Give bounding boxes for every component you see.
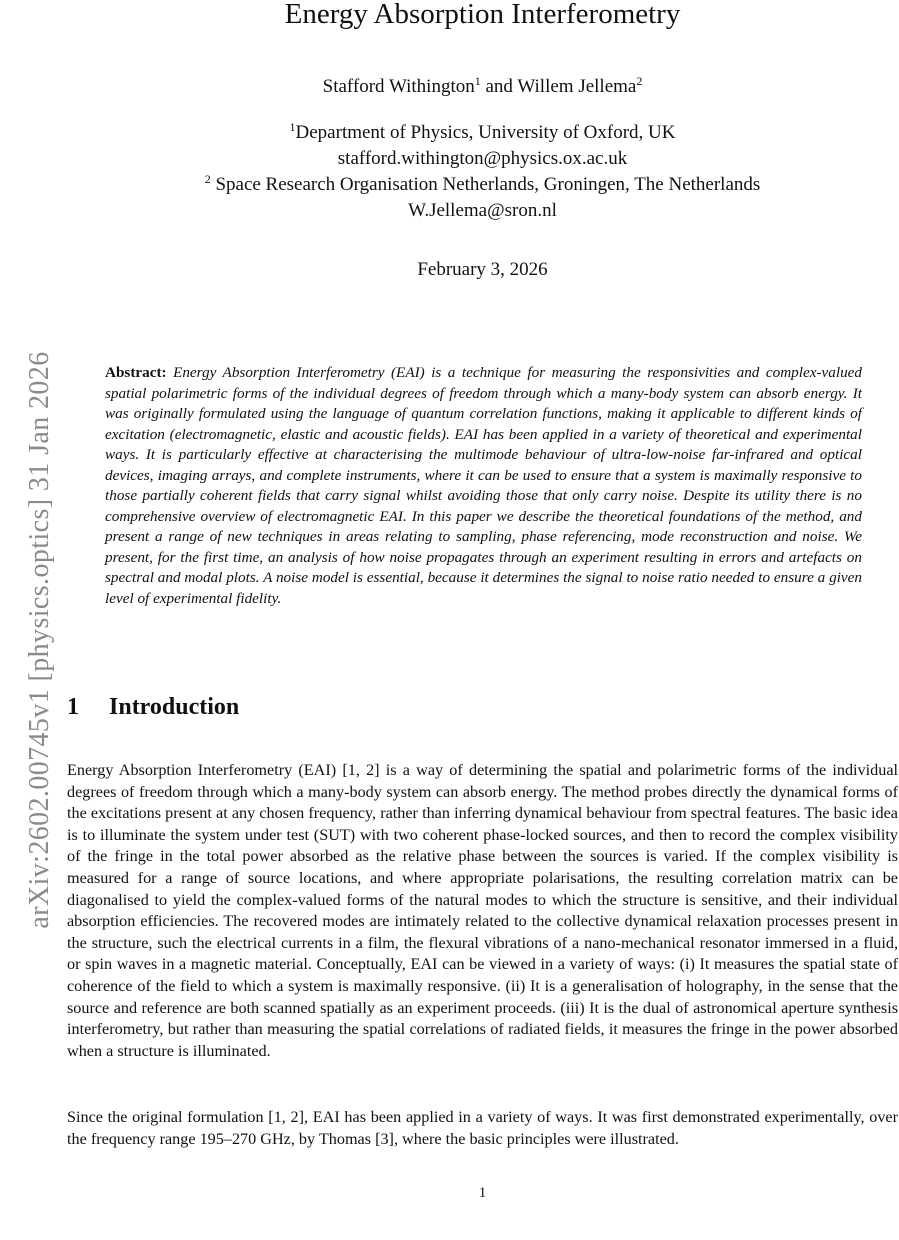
author-email: W.Jellema@sron.nl [408,200,557,221]
affiliation-text: Department of Physics, University of Oxford, UK [295,122,676,143]
author-connector: and [480,76,518,97]
author-affiliation-marker: 2 [636,74,643,88]
page-number: 1 [478,1185,487,1201]
section-number: 1 [67,694,79,720]
body-paragraph: Energy Absorption Interferometry (EAI) [1, 2] is a way of determining the spatial and polarimetric forms of the individual degrees of freedom through which a many-body system can absorb energy. The method probes directly the dynamical forms of the excitations present at any chosen frequency, rather than inferring dynamical behaviour from spectral features. The basic idea is to illuminate the system under test (SUT) with two coherent phase-locked sources, and then to record the complex visibility of the fringe in the total power absorbed as the relative phase between the sources is varied. If the complex visibility is measured for a range of source locations, and where appropriate polarisations, the resulting correlation matrix can be diagonalised to yield the complex-valued forms of the natural modes to which the structure is sensitive, and their individual absorption efficiencies. The recovered modes are intimately related to the collective dynamical relaxation processes present in the structure, such the electrical currents in a film, the flexural vibrations of a nano-mechanical resonator immersed in a fluid, or spin waves in a magnetic material. Conceptually, EAI can be viewed in a variety of ways: (i) It measures the spatial state of coherence of the field to which a system is maximally responsive. (ii) It is a generalisation of holography, in the sense that the source and reference are both scanned spatially as an experiment proceeds. (iii) It is the dual of astronomical aperture synthesis interferometry, but rather than measuring the spatial correlations of radiated fields, it measures the fringe in the power absorbed when a structure is illuminated. [67,761,898,1060]
author-name: Stafford Withington [322,76,475,97]
abstract-text: Energy Absorption Interferometry (EAI) is a technique for measuring the responsivities and complex-valued spatial polarimetric forms of the individual degrees of freedom through which a many-body system can absorb energy. It was originally formulated using the language of quantum correlation functions, making it applicable to different kinds of excitation (electromagnetic, elastic and acoustic fields). EAI has been applied in a variety of theoretical and experimental ways. It is particularly effective at characterising the multimode behaviour of ultra-low-noise far-infrared and optical devices, imaging arrays, and complete instruments, where it can be used to ensure that a system is maximally responsive to those partially coherent fields that carry signal whilst avoiding those that only carry noise. Despite its utility there is no comprehensive overview of electromagnetic EAI. In this paper we describe the theoretical foundations of the method, and present a range of new techniques in areas relating to sampling, phase referencing, mode reconstruction and noise. We present, for the first time, an analysis of how noise propagates through an experiment resulting in errors and artefacts on spectral and modal plots. A noise model is essential, because it determines the signal to noise ratio needed to ensure a given level of experimental fidelity. [105,364,863,607]
publication-date: February 3, 2026 [417,259,548,280]
author-name: Willem Jellema [517,76,637,97]
affiliation-1 [0,120,899,146]
author-affiliation-marker: 1 [474,74,481,88]
affiliation-text: Space Research Organisation Netherlands, Groningen, The Netherlands [210,174,761,195]
abstract [105,363,862,609]
affiliation-2 [0,172,899,198]
affiliation-marker: 1 [289,120,296,134]
arxiv-identifier-stamp: arXiv:2602.00745v1 [physics.optics] 31 Jan 2026 [24,351,55,929]
author-email: stafford.withington@physics.ox.ac.uk [337,148,628,169]
author-line [0,74,899,100]
section-heading [67,692,239,722]
paper-title: Energy Absorption Interferometry [284,0,681,30]
abstract-label: Abstract: [105,364,167,381]
section-title: Introduction [109,694,240,720]
body-paragraph: Since the original formulation [1, 2], EAI has been applied in a variety of ways. It was first demonstrated experimentally, over the frequency range 195–270 GHz, by Thomas [3], where the basic principles were illustrated. [67,1108,898,1148]
affiliation-marker: 2 [204,172,211,186]
